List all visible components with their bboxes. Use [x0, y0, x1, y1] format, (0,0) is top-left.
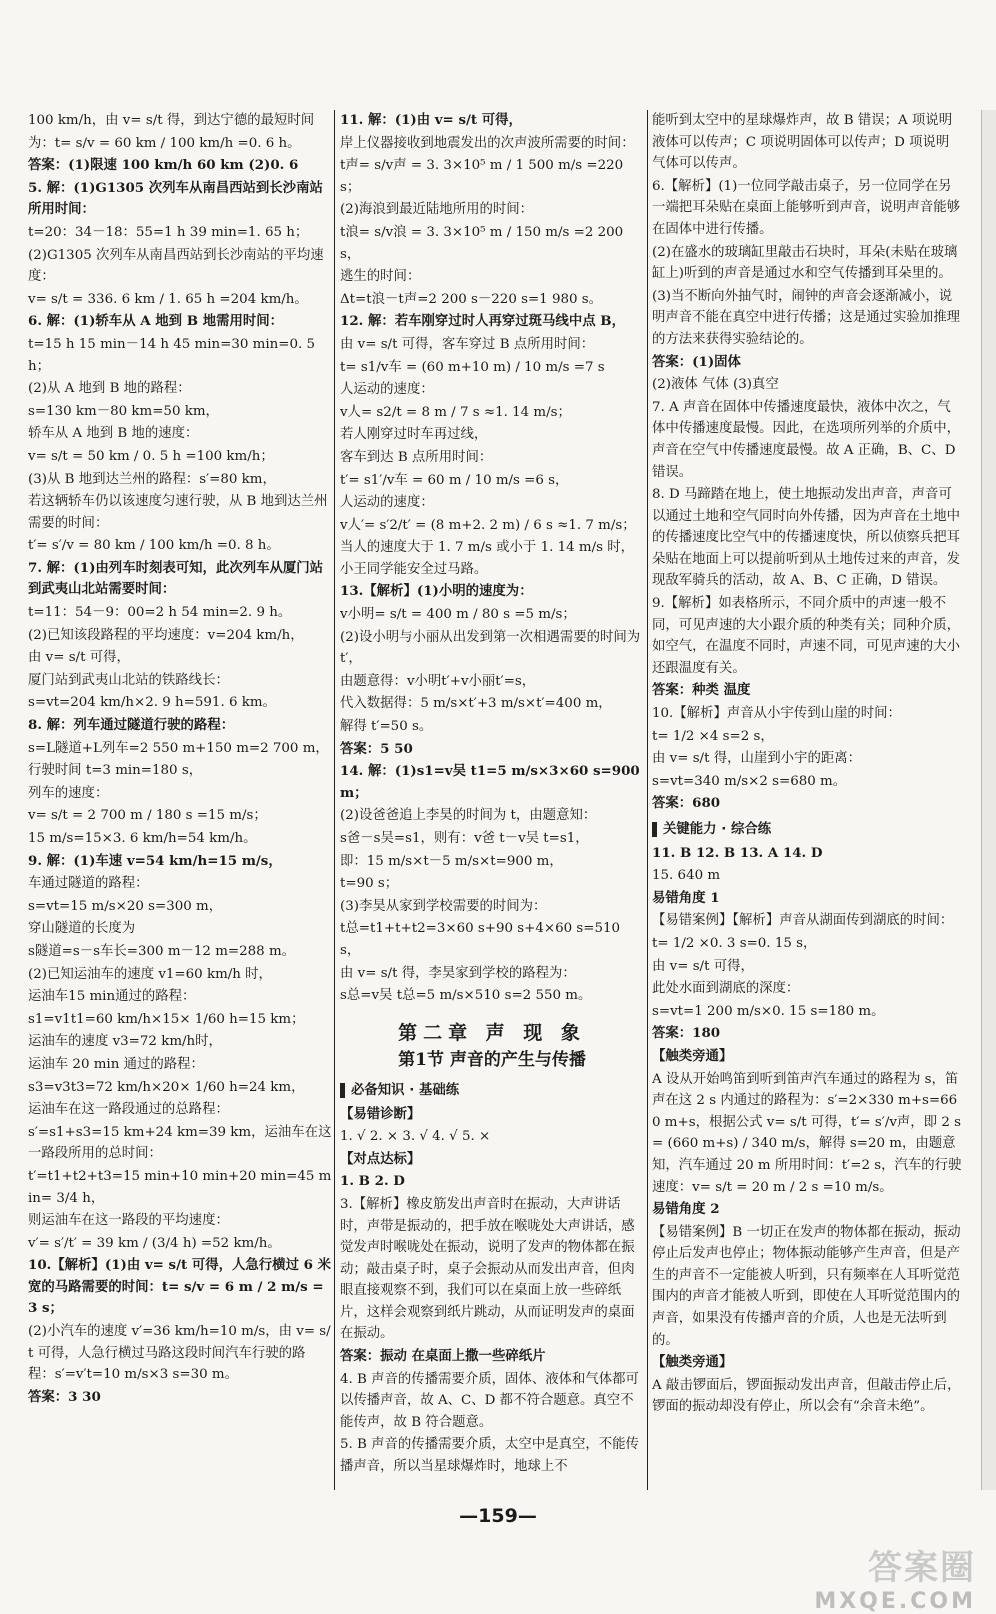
- text-line: s=vt=15 m/s×20 s=300 m，: [28, 898, 223, 914]
- text-line: 【易错案例】【解析】声音从湖面传到湖底的时间：: [652, 913, 954, 929]
- text-line: 【易错案例】B 一切正在发声的物体都在振动，振动停止后发声也停止；物体振动能够产生声音，但是产生的声音不一定能被人听到，只有频率在人耳听觉范围内的声音才能被人听到，即使在人耳听觉范围内的声音，如果没有传播声音的介质，人也是无法听到的。: [652, 1224, 961, 1348]
- section-bar-ability: [652, 819, 962, 841]
- text-line: t=90 s；: [340, 876, 399, 892]
- problem-7: 7. A 声音在固体中传播速度最快，液体中次之，气体中传播速度最慢。因此，在选项所列举的介质中，声音在空气中传播速度最慢。故 A 正确，B、C、D 错误。: [652, 399, 960, 480]
- text-line: (2)已知运油车的速度 v1=60 km/h 时，: [28, 966, 272, 982]
- text-line: v= s/t = 336. 6 km / 1. 65 h =204 km/h。: [28, 291, 308, 307]
- problem-14: 14. 解：(1)s1=v吴 t1=5 m/s×3×60 s=900 m；: [340, 763, 640, 801]
- text-line: t=11：54－9：00=2 h 54 min=2. 9 h。: [28, 605, 292, 621]
- text-line: v′= s′/t′ = 39 km / (3/4 h) =52 km/h。: [28, 1235, 281, 1251]
- text-line: s总=v吴 t总=5 m/s×510 s=2 550 m。: [340, 988, 592, 1004]
- text-line: 由 v= s/t 可得，客车穿过 B 点所用时间：: [340, 336, 595, 352]
- text-line: t= s1/v车 = (60 m+10 m) / 10 m/s =7 s: [340, 359, 605, 375]
- column-divider: [334, 110, 335, 1490]
- text-line: 由题意得：v小明t′+v小丽t′=s，: [340, 673, 536, 689]
- text-line: (2)液体 气体 (3)真空: [652, 377, 779, 393]
- text-line: 代入数据得：5 m/s×t′+3 m/s×t′=400 m，: [340, 696, 612, 712]
- text-line: 若这辆轿车仍以该速度匀速行驶，从 B 地到达兰州需要的时间：: [28, 494, 328, 531]
- text-line: (2)在盛水的玻璃缸里敲击石块时，耳朵(未贴在玻璃缸上)听到的声音是通过水和空气传播到耳朵里的。: [652, 244, 958, 282]
- column-divider: [647, 110, 648, 1490]
- text-line: s=vt=340 m/s×2 s=680 m。: [652, 773, 847, 789]
- text-line: (2)已知该段路程的平均速度：v=204 km/h，: [28, 627, 304, 643]
- text-line: s=130 km－80 km=50 km，: [28, 403, 219, 419]
- text-line: s=vt=204 km/h×2. 9 h=591. 6 km。: [28, 695, 276, 711]
- bar-marker: [652, 822, 657, 837]
- text-line: 15 m/s=15×3. 6 km/h=54 km/h。: [28, 831, 257, 846]
- problem-10: 10.【解析】(1)由 v= s/t 可得，人急行横过 6 米宽的马路需要的时间：t= s/v = 6 m / 2 m/s =3 s；: [28, 1257, 331, 1317]
- text-line: 列车的速度：: [28, 785, 109, 801]
- text-line: t=15 h 15 min－14 h 45 min=30 min=0. 5 h；: [28, 336, 316, 374]
- subheading: 【对点达标】: [340, 1150, 421, 1167]
- text-line: (3)从 B 地到达兰州的路程：s′=80 km，: [28, 471, 276, 487]
- subheading: 【触类旁通】: [652, 1047, 733, 1064]
- answer-line: 答案：(1)限速 100 km/h 60 km (2)0. 6: [28, 157, 299, 174]
- text-line: (3)当不断向外抽气时，闹钟的声音会逐渐减小，说明声音不能在真空中进行传播；这是通过实验加推理的方法来获得实验结论的。: [652, 288, 960, 347]
- section-bar-basic: [340, 1080, 644, 1102]
- text-line: s3=v3t3=72 km/h×20× 1/60 h=24 km，: [28, 1079, 305, 1095]
- text-line: 由 v= s/t 可得，: [652, 958, 754, 974]
- answer-line: 答案：180: [652, 1025, 721, 1042]
- text-line: 逃生的时间：: [340, 269, 421, 285]
- text-line: t浪= s/v浪 = 3. 3×10⁵ m / 150 m/s =2 200 s，: [340, 224, 624, 262]
- text-line: s=vt=1 200 m/s×0. 15 s=180 m。: [652, 1003, 885, 1019]
- text-line: v人′= s′2/t′ = (8 m+2. 2 m) / 6 s ≈1. 7 m/s；: [340, 517, 636, 533]
- subheading: 易错角度 2: [652, 1201, 720, 1218]
- page-edge: [981, 110, 996, 1490]
- text-line: 运油车的速度 v3=72 km/h时，: [28, 1034, 222, 1050]
- text-line: t= 1/2 ×0. 3 s=0. 15 s，: [652, 935, 817, 951]
- answer-line: 答案：680: [652, 795, 721, 812]
- text-line: 运油车 20 min 通过的路程：: [28, 1056, 204, 1072]
- page-number: —159—: [459, 1505, 537, 1527]
- text-line: 15. 640 m: [652, 868, 721, 884]
- text-line: t声= s/v声 = 3. 3×10⁵ m / 1 500 m/s =220 s；: [340, 158, 624, 195]
- problem-6: 6. 解：(1)轿车从 A 地到 B 地需用时间：: [28, 313, 284, 330]
- subheading: 【易错诊断】: [340, 1105, 421, 1122]
- problem-3: 3.【解析】橡皮筋发出声音时在振动，大声讲话时，声带是振动的，把手放在喉咙处大声讲话，感觉发声时喉咙处在振动，说明了发声的物体都在振动；敲击桌子时，桌子会振动从而发出声音，但肉眼直接观察不到，我们可以在桌面上放一些碎纸片，这样会观察到纸片跳动，从而证明发声的桌面在振动。: [340, 1196, 635, 1342]
- problem-11: 11. 解：(1)由 v= s/t 可得，: [340, 112, 522, 128]
- text-line: 为：t= s/v = 60 km / 100 km/h =0. 6 h。: [28, 135, 301, 151]
- chapter-title: 第二章 声 现 象: [398, 1021, 586, 1044]
- problem-12: 12. 解：若车刚穿过时人再穿过斑马线中点 B，: [340, 313, 625, 330]
- text-line: (2)设爸爸追上李昊的时间为 t，由题意知：: [340, 808, 597, 824]
- text-line: 行驶时间 t=3 min=180 s，: [28, 763, 203, 779]
- problem-5: 5. B 声音的传播需要介质，太空中是真空，不能传播声音，所以当星球爆炸时，地球上不: [340, 1437, 639, 1475]
- text-line: t′=t1+t2+t3=15 min+10 min+20 min=45 min= 3/4 h，: [28, 1168, 332, 1206]
- text-line: s1=v1t1=60 km/h×15× 1/60 h=15 km；: [28, 1011, 305, 1027]
- text-line: 100 km/h，由 v= s/t 得，到达宁德的最短时间: [28, 113, 315, 128]
- text-line: (3)李昊从家到学校需要的时间为：: [340, 898, 547, 914]
- text-line: 车通过隧道的路程：: [28, 876, 149, 892]
- section-bar-label: 关键能力 · 综合练: [663, 822, 772, 837]
- text-line: A 设从开始鸣笛到听到笛声汽车通过的路程为 s，笛声在这 2 s 内通过的路程为：s′=2×330 m+s=660 m+s，根据公式 v= s/t 可得，t′= s′/v声，即 2 s= (660 m+s) / 340 m/s，解得 s=20 m，由题意知，汽车通过 20 m 所用时间：t′=2 s，汽车的行驶速度：v= s/t = 20 m / 2 s =10 m/s。: [652, 1071, 962, 1195]
- text-line: 人运动的速度：: [340, 495, 434, 511]
- column-left: [28, 110, 332, 1490]
- problem-5: 5. 解：(1)G1305 次列车从南昌西站到长沙南站所用时间：: [28, 179, 323, 218]
- text-line: 穿山隧道的长度为: [28, 921, 136, 937]
- answer-line: 答案：种类 温度: [652, 682, 751, 699]
- text-line: 由 v= s/t 得，李昊家到学校的路程为：: [340, 965, 576, 981]
- column-middle: [340, 110, 644, 1490]
- text-line: (2)设小明与小丽从出发到第一次相遇需要的时间为 t′，: [340, 629, 641, 667]
- problem-4: 4. B 声音的传播需要介质，固体、液体和气体都可以传播声音，故 A、C、D 都不符合题意。真空不能传声，故 B 符合题意。: [340, 1371, 639, 1430]
- text-line: s=L隧道+L列车=2 550 m+150 m=2 700 m，: [28, 740, 329, 756]
- text-line: Δt=t浪－t声=2 200 s－220 s=1 980 s。: [340, 291, 603, 307]
- watermark: [814, 1540, 976, 1614]
- text-line: 由 v= s/t 得，山崖到小宇的距离：: [652, 751, 862, 767]
- text-line: 若人刚穿过时车再过线，: [340, 427, 488, 443]
- text-line: 则运油车在这一路段的平均速度：: [28, 1213, 229, 1229]
- subheading: 【触类旁通】: [652, 1354, 733, 1371]
- problem-13: 13.【解析】(1)小明的速度为：: [340, 583, 533, 600]
- text-line: v= s/t = 50 km / 0. 5 h =100 km/h；: [28, 448, 274, 464]
- text-line: t=20：34－18：55=1 h 39 min=1. 65 h；: [28, 224, 309, 240]
- text-line: 人运动的速度：: [340, 382, 434, 398]
- text-line: 此处水面到湖底的深度：: [652, 981, 800, 997]
- text-line: 运油车15 min通过的路程：: [28, 989, 196, 1005]
- text-line: 11. B 12. B 13. A 14. D: [652, 844, 823, 861]
- text-line: 由 v= s/t 可得，: [28, 650, 130, 666]
- answer-line: 答案：振动 在桌面上撒一些碎纸片: [340, 1348, 546, 1365]
- section-title: 第1节 声音的产生与传播: [398, 1050, 586, 1071]
- bar-marker: [340, 1083, 345, 1098]
- problem-7: 7. 解：(1)由列车时刻表可知，此次列车从厦门站到武夷山北站需要时间：: [28, 559, 324, 598]
- text-line: 即：15 m/s×t－5 m/s×t=900 m，: [340, 853, 563, 869]
- text-line: (2)海浪到最近陆地所用的时间：: [340, 202, 534, 218]
- text-line: 1. √ 2. × 3. √ 4. √ 5. ×: [340, 1129, 491, 1145]
- text-line: t′= s′/v = 80 km / 100 km/h =0. 8 h。: [28, 538, 280, 554]
- text-line: 岸上仪器接收到地震发出的次声波所需要的时间：: [340, 135, 635, 151]
- text-line: A 敲击锣面后，锣面振动发出声音，但敲击停止后，锣面的振动却没有停止，所以会有“余音未绝”。: [652, 1377, 961, 1415]
- text-line: 1. B 2. D: [340, 1173, 405, 1190]
- text-line: t′= s1′/v车 = 60 m / 10 m/s =6 s，: [340, 472, 569, 488]
- problem-8: 8. D 马蹄踏在地上，使土地振动发出声音，声音可以通过土地和空气同时向外传播，因为声音在土地中的传播速度比空气中的传播速度快，所以侦察兵把耳朵贴在地面上可以提前听到从土地传过来的声音，发现敌军骑兵的活动，故 A、B、C 正确，D 错误。: [652, 487, 960, 589]
- section-bar-label: 必备知识 · 基础练: [351, 1082, 460, 1098]
- answer-line: 答案：(1)固体: [652, 353, 741, 370]
- text-line: v= s/t = 2 700 m / 180 s =15 m/s；: [28, 808, 267, 824]
- text-line: t= 1/2 ×4 s=2 s，: [652, 728, 774, 744]
- text-line: 能听到太空中的星球爆炸声，故 B 错误；A 项说明液体可以传声；C 项说明固体可以传声；D 项说明气体可以传声。: [652, 113, 953, 172]
- watermark-sub: MXQE.COM: [814, 1589, 976, 1614]
- text-line: 当人的速度大于 1. 7 m/s 或小于 1. 14 m/s 时，小王同学能安全过马路。: [340, 540, 635, 577]
- text-line: t总=t1+t+t2=3×60 s+90 s+4×60 s=510 s，: [340, 921, 621, 958]
- text-line: (2)从 A 地到 B 地的路程：: [28, 381, 191, 397]
- text-line: 厦门站到武夷山北站的铁路线长：: [28, 672, 229, 688]
- answer-line: 答案：3 30: [28, 1388, 101, 1405]
- problem-10: 10.【解析】声音从小宇传到山崖的时间：: [652, 706, 901, 722]
- text-line: 解得 t′=50 s。: [340, 719, 433, 735]
- text-line: 运油车在这一路段通过的总路程：: [28, 1102, 229, 1118]
- text-line: s爸－s吴=s1，则有：v爸 t－v吴 t=s1，: [340, 831, 589, 846]
- column-right: [652, 110, 962, 1490]
- text-line: (2)小汽车的速度 v′=36 km/h=10 m/s，由 v= s/t 可得，人急行横过马路这段时间汽车行驶的路程：s′=v′t=10 m/s×3 s=30 m。: [28, 1324, 331, 1383]
- answer-line: 答案：5 50: [340, 740, 413, 757]
- text-line: s隧道=s－s车长=300 m－12 m=288 m。: [28, 943, 296, 959]
- problem-9: 9.【解析】如表格所示，不同介质中的声速一般不同，可见声速的大小跟介质的种类有关；同种介质，如空气，在温度不同时，声速不同，可见声速的大小还跟温度有关。: [652, 596, 960, 676]
- text-line: 客车到达 B 点所用时间：: [340, 449, 493, 465]
- problem-9: 9. 解：(1)车速 v=54 km/h=15 m/s，: [28, 852, 282, 869]
- text-line: v小明= s/t = 400 m / 80 s =5 m/s；: [340, 607, 576, 623]
- watermark-main: 答案圈: [868, 1548, 976, 1588]
- problem-6: 6.【解析】(1)一位同学敲击桌子，另一位同学在另一端把耳朵贴在桌面上能够听到声音，说明声音能够在固体中进行传播。: [652, 178, 960, 237]
- text-line: v人= s2/t = 8 m / 7 s ≈1. 14 m/s；: [340, 404, 571, 420]
- text-line: (2)G1305 次列车从南昌西站到长沙南站的平均速度：: [28, 247, 324, 285]
- text-line: 轿车从 A 地到 B 地的速度：: [28, 426, 199, 442]
- text-line: s′=s1+s3=15 km+24 km=39 km，运油车在这一路段所用的总时间：: [28, 1124, 332, 1162]
- subheading: 易错角度 1: [652, 889, 720, 906]
- problem-8: 8. 解：列车通过隧道行驶的路程：: [28, 717, 235, 734]
